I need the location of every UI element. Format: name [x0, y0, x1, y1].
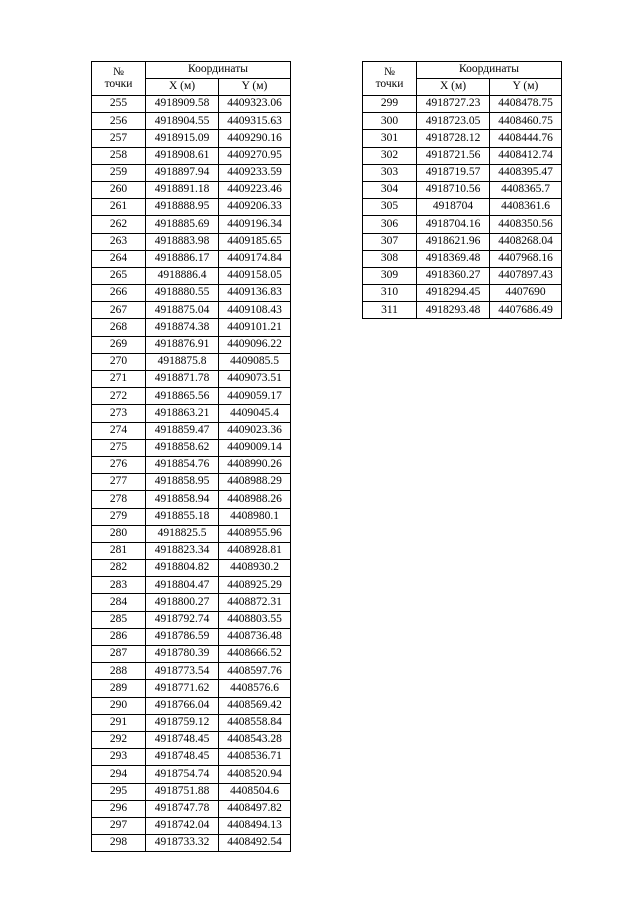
y-coordinate-cell: 4409233.59 — [219, 164, 291, 181]
table-row — [92, 199, 291, 216]
table-row — [92, 130, 291, 147]
table-row — [363, 181, 562, 198]
x-coordinate-cell: 4918723.05 — [417, 113, 490, 130]
x-coordinate-cell: 4918804.82 — [146, 560, 219, 577]
table-row — [92, 250, 291, 267]
x-coordinate-cell: 4918871.78 — [146, 371, 219, 388]
table-row — [92, 577, 291, 594]
x-coordinate-cell: 4918854.76 — [146, 456, 219, 473]
table-row — [92, 594, 291, 611]
x-coordinate-cell: 4918825.5 — [146, 525, 219, 542]
x-coordinate-cell: 4918858.62 — [146, 439, 219, 456]
point-number-cell: 294 — [92, 766, 146, 783]
point-number-header-word: точки — [104, 77, 133, 90]
y-coordinate-cell: 4407686.49 — [490, 302, 562, 319]
table-row — [92, 96, 291, 113]
y-coordinate-cell: 4408980.1 — [219, 508, 291, 525]
y-coordinate-cell: 4408925.29 — [219, 577, 291, 594]
x-coordinate-cell: 4918858.95 — [146, 474, 219, 491]
point-number-cell: 261 — [92, 199, 146, 216]
x-coordinate-cell: 4918897.94 — [146, 164, 219, 181]
point-number-header-symbol: № — [113, 66, 124, 78]
table-row — [92, 560, 291, 577]
y-coordinate-cell: 4409270.95 — [219, 147, 291, 164]
y-coordinate-cell: 4408576.6 — [219, 680, 291, 697]
x-coordinate-cell: 4918876.91 — [146, 336, 219, 353]
y-coordinate-cell: 4408872.31 — [219, 594, 291, 611]
table-header-row — [92, 62, 291, 79]
y-coordinate-cell: 4408955.96 — [219, 525, 291, 542]
x-coordinate-cell: 4918874.38 — [146, 319, 219, 336]
table-row — [363, 216, 562, 233]
table-row — [92, 646, 291, 663]
y-coordinate-cell: 4408350.56 — [490, 216, 562, 233]
point-number-cell: 274 — [92, 422, 146, 439]
y-coordinate-cell: 4409206.33 — [219, 199, 291, 216]
x-coordinate-cell: 4918704.16 — [417, 216, 490, 233]
table-row — [363, 233, 562, 250]
point-number-cell: 306 — [363, 216, 417, 233]
y-coordinate-cell: 4408478.75 — [490, 96, 562, 113]
x-coordinate-cell: 4918915.09 — [146, 130, 219, 147]
y-coordinate-cell: 4409136.83 — [219, 285, 291, 302]
table-row — [92, 749, 291, 766]
x-coordinate-cell: 4918742.04 — [146, 817, 219, 834]
point-number-cell: 300 — [363, 113, 417, 130]
table-row — [92, 714, 291, 731]
point-number-cell: 292 — [92, 731, 146, 748]
table-row — [92, 680, 291, 697]
table-row — [92, 233, 291, 250]
point-number-cell: 284 — [92, 594, 146, 611]
x-coordinate-cell: 4918721.56 — [417, 147, 490, 164]
y-coordinate-cell: 4408536.71 — [219, 749, 291, 766]
x-coordinate-cell: 4918759.12 — [146, 714, 219, 731]
y-coordinate-cell: 4409158.05 — [219, 267, 291, 284]
table-row — [92, 216, 291, 233]
table-row — [92, 285, 291, 302]
point-number-header-symbol: № — [384, 66, 395, 78]
table-row — [363, 113, 562, 130]
y-coordinate-cell: 4408990.26 — [219, 456, 291, 473]
table-row — [92, 474, 291, 491]
table-row — [363, 164, 562, 181]
y-coordinate-cell: 4409023.36 — [219, 422, 291, 439]
point-number-cell: 272 — [92, 388, 146, 405]
y-coordinate-cell: 4408803.55 — [219, 611, 291, 628]
y-coordinate-cell: 4409223.46 — [219, 181, 291, 198]
table-row — [92, 628, 291, 645]
y-coordinate-cell: 4408988.26 — [219, 491, 291, 508]
point-number-cell: 266 — [92, 285, 146, 302]
y-column-header: Y (м) — [219, 79, 291, 96]
y-coordinate-cell: 4408444.76 — [490, 130, 562, 147]
x-coordinate-cell: 4918747.78 — [146, 800, 219, 817]
y-coordinate-cell: 4408395.47 — [490, 164, 562, 181]
point-number-cell: 310 — [363, 285, 417, 302]
y-coordinate-cell: 4409290.16 — [219, 130, 291, 147]
point-number-cell: 281 — [92, 542, 146, 559]
point-number-cell: 303 — [363, 164, 417, 181]
point-number-cell: 256 — [92, 113, 146, 130]
x-coordinate-cell: 4918888.95 — [146, 199, 219, 216]
point-number-cell: 304 — [363, 181, 417, 198]
point-number-cell: 296 — [92, 800, 146, 817]
table-row — [363, 250, 562, 267]
point-number-cell: 280 — [92, 525, 146, 542]
x-coordinate-cell: 4918909.58 — [146, 96, 219, 113]
table-row — [92, 800, 291, 817]
x-coordinate-cell: 4918727.23 — [417, 96, 490, 113]
x-coordinate-cell: 4918855.18 — [146, 508, 219, 525]
point-number-cell: 309 — [363, 267, 417, 284]
table-row — [92, 697, 291, 714]
x-coordinate-cell: 4918748.45 — [146, 749, 219, 766]
table-row — [92, 542, 291, 559]
x-coordinate-cell: 4918771.62 — [146, 680, 219, 697]
coordinates-table-right — [362, 61, 562, 319]
point-number-cell: 267 — [92, 302, 146, 319]
y-coordinate-cell: 4408361.6 — [490, 199, 562, 216]
x-coordinate-cell: 4918823.34 — [146, 542, 219, 559]
x-coordinate-cell: 4918904.55 — [146, 113, 219, 130]
table-row — [92, 439, 291, 456]
table-row — [92, 835, 291, 852]
point-number-cell: 263 — [92, 233, 146, 250]
y-coordinate-cell: 4409009.14 — [219, 439, 291, 456]
coordinates-header: Координаты — [417, 62, 562, 79]
point-number-cell: 285 — [92, 611, 146, 628]
point-number-cell: 301 — [363, 130, 417, 147]
x-coordinate-cell: 4918754.74 — [146, 766, 219, 783]
point-number-cell: 289 — [92, 680, 146, 697]
point-number-cell: 269 — [92, 336, 146, 353]
table-row — [92, 663, 291, 680]
y-coordinate-cell: 4409073.51 — [219, 371, 291, 388]
x-coordinate-cell: 4918751.88 — [146, 783, 219, 800]
table-row — [92, 491, 291, 508]
x-coordinate-cell: 4918293.48 — [417, 302, 490, 319]
point-number-header-word: точки — [375, 77, 404, 90]
point-number-header — [92, 62, 146, 96]
y-coordinate-cell: 4409108.43 — [219, 302, 291, 319]
point-number-cell: 265 — [92, 267, 146, 284]
x-coordinate-cell: 4918360.27 — [417, 267, 490, 284]
x-coordinate-cell: 4918859.47 — [146, 422, 219, 439]
x-column-header: X (м) — [146, 79, 219, 96]
point-number-cell: 279 — [92, 508, 146, 525]
table-row — [92, 508, 291, 525]
x-column-header: X (м) — [417, 79, 490, 96]
x-coordinate-cell: 4918294.45 — [417, 285, 490, 302]
table-row — [363, 285, 562, 302]
table-header-row — [363, 62, 562, 79]
table-row — [92, 783, 291, 800]
table-row — [92, 611, 291, 628]
x-coordinate-cell: 4918886.17 — [146, 250, 219, 267]
y-coordinate-cell: 4408988.29 — [219, 474, 291, 491]
point-number-cell: 290 — [92, 697, 146, 714]
point-number-cell: 295 — [92, 783, 146, 800]
y-coordinate-cell: 4407897.43 — [490, 267, 562, 284]
y-coordinate-cell: 4408597.76 — [219, 663, 291, 680]
table-row — [92, 456, 291, 473]
y-coordinate-cell: 4408930.2 — [219, 560, 291, 577]
point-number-cell: 282 — [92, 560, 146, 577]
table-row — [92, 113, 291, 130]
table-row — [363, 267, 562, 284]
point-number-cell: 297 — [92, 817, 146, 834]
point-number-cell: 262 — [92, 216, 146, 233]
y-coordinate-cell: 4409196.34 — [219, 216, 291, 233]
table-row — [363, 302, 562, 319]
y-coordinate-cell: 4409085.5 — [219, 353, 291, 370]
table-row — [92, 371, 291, 388]
point-number-cell: 275 — [92, 439, 146, 456]
point-number-cell: 271 — [92, 371, 146, 388]
table-row — [92, 405, 291, 422]
x-coordinate-cell: 4918733.32 — [146, 835, 219, 852]
x-coordinate-cell: 4918369.48 — [417, 250, 490, 267]
y-coordinate-cell: 4408666.52 — [219, 646, 291, 663]
x-coordinate-cell: 4918773.54 — [146, 663, 219, 680]
y-coordinate-cell: 4408520.94 — [219, 766, 291, 783]
table-row — [92, 164, 291, 181]
x-coordinate-cell: 4918800.27 — [146, 594, 219, 611]
x-coordinate-cell: 4918880.55 — [146, 285, 219, 302]
point-number-cell: 258 — [92, 147, 146, 164]
x-coordinate-cell: 4918885.69 — [146, 216, 219, 233]
table-row — [92, 267, 291, 284]
y-coordinate-cell: 4408268.04 — [490, 233, 562, 250]
table-row — [363, 130, 562, 147]
table-row — [363, 96, 562, 113]
point-number-header — [363, 62, 417, 96]
table-row — [92, 336, 291, 353]
x-coordinate-cell: 4918719.57 — [417, 164, 490, 181]
x-coordinate-cell: 4918908.61 — [146, 147, 219, 164]
y-coordinate-cell: 4408412.74 — [490, 147, 562, 164]
table-row — [92, 766, 291, 783]
point-number-cell: 257 — [92, 130, 146, 147]
table-row — [92, 731, 291, 748]
point-number-cell: 277 — [92, 474, 146, 491]
y-coordinate-cell: 4409315.63 — [219, 113, 291, 130]
table-row — [92, 319, 291, 336]
x-coordinate-cell: 4918786.59 — [146, 628, 219, 645]
y-coordinate-cell: 4408569.42 — [219, 697, 291, 714]
table-row — [92, 181, 291, 198]
x-coordinate-cell: 4918804.47 — [146, 577, 219, 594]
point-number-cell: 299 — [363, 96, 417, 113]
x-coordinate-cell: 4918875.04 — [146, 302, 219, 319]
point-number-cell: 286 — [92, 628, 146, 645]
table-row — [92, 388, 291, 405]
y-coordinate-cell: 4408543.28 — [219, 731, 291, 748]
point-number-cell: 288 — [92, 663, 146, 680]
point-number-cell: 276 — [92, 456, 146, 473]
x-coordinate-cell: 4918710.56 — [417, 181, 490, 198]
x-coordinate-cell: 4918728.12 — [417, 130, 490, 147]
y-coordinate-cell: 4408928.81 — [219, 542, 291, 559]
x-coordinate-cell: 4918621.96 — [417, 233, 490, 250]
x-coordinate-cell: 4918883.98 — [146, 233, 219, 250]
point-number-cell: 268 — [92, 319, 146, 336]
coordinates-table-left — [91, 61, 291, 852]
x-coordinate-cell: 4918792.74 — [146, 611, 219, 628]
table-row — [92, 525, 291, 542]
point-number-cell: 264 — [92, 250, 146, 267]
x-coordinate-cell: 4918858.94 — [146, 491, 219, 508]
y-coordinate-cell: 4408494.13 — [219, 817, 291, 834]
x-coordinate-cell: 4918748.45 — [146, 731, 219, 748]
y-coordinate-cell: 4408504.6 — [219, 783, 291, 800]
point-number-cell: 283 — [92, 577, 146, 594]
y-coordinate-cell: 4409059.17 — [219, 388, 291, 405]
point-number-cell: 311 — [363, 302, 417, 319]
y-coordinate-cell: 4407968.16 — [490, 250, 562, 267]
point-number-cell: 260 — [92, 181, 146, 198]
x-coordinate-cell: 4918865.56 — [146, 388, 219, 405]
point-number-cell: 307 — [363, 233, 417, 250]
y-coordinate-cell: 4408736.48 — [219, 628, 291, 645]
table-row — [92, 422, 291, 439]
table-row — [92, 147, 291, 164]
y-coordinate-cell: 4408497.82 — [219, 800, 291, 817]
table-row — [92, 353, 291, 370]
point-number-cell: 278 — [92, 491, 146, 508]
x-coordinate-cell: 4918886.4 — [146, 267, 219, 284]
y-coordinate-cell: 4409323.06 — [219, 96, 291, 113]
point-number-cell: 308 — [363, 250, 417, 267]
table-row — [363, 199, 562, 216]
x-coordinate-cell: 4918766.04 — [146, 697, 219, 714]
point-number-cell: 291 — [92, 714, 146, 731]
point-number-cell: 287 — [92, 646, 146, 663]
table-row — [363, 147, 562, 164]
y-coordinate-cell: 4407690 — [490, 285, 562, 302]
y-coordinate-cell: 4409045.4 — [219, 405, 291, 422]
y-coordinate-cell: 4408365.7 — [490, 181, 562, 198]
coordinates-header: Координаты — [146, 62, 291, 79]
y-coordinate-cell: 4409174.84 — [219, 250, 291, 267]
x-coordinate-cell: 4918891.18 — [146, 181, 219, 198]
x-coordinate-cell: 4918780.39 — [146, 646, 219, 663]
point-number-cell: 305 — [363, 199, 417, 216]
point-number-cell: 293 — [92, 749, 146, 766]
y-coordinate-cell: 4409185.65 — [219, 233, 291, 250]
point-number-cell: 298 — [92, 835, 146, 852]
table-row — [92, 302, 291, 319]
point-number-cell: 270 — [92, 353, 146, 370]
y-column-header: Y (м) — [490, 79, 562, 96]
table-row — [92, 817, 291, 834]
y-coordinate-cell: 4408492.54 — [219, 835, 291, 852]
x-coordinate-cell: 4918875.8 — [146, 353, 219, 370]
point-number-cell: 259 — [92, 164, 146, 181]
point-number-cell: 255 — [92, 96, 146, 113]
point-number-cell: 273 — [92, 405, 146, 422]
x-coordinate-cell: 4918704 — [417, 199, 490, 216]
y-coordinate-cell: 4409101.21 — [219, 319, 291, 336]
x-coordinate-cell: 4918863.21 — [146, 405, 219, 422]
point-number-cell: 302 — [363, 147, 417, 164]
y-coordinate-cell: 4409096.22 — [219, 336, 291, 353]
y-coordinate-cell: 4408460.75 — [490, 113, 562, 130]
y-coordinate-cell: 4408558.84 — [219, 714, 291, 731]
